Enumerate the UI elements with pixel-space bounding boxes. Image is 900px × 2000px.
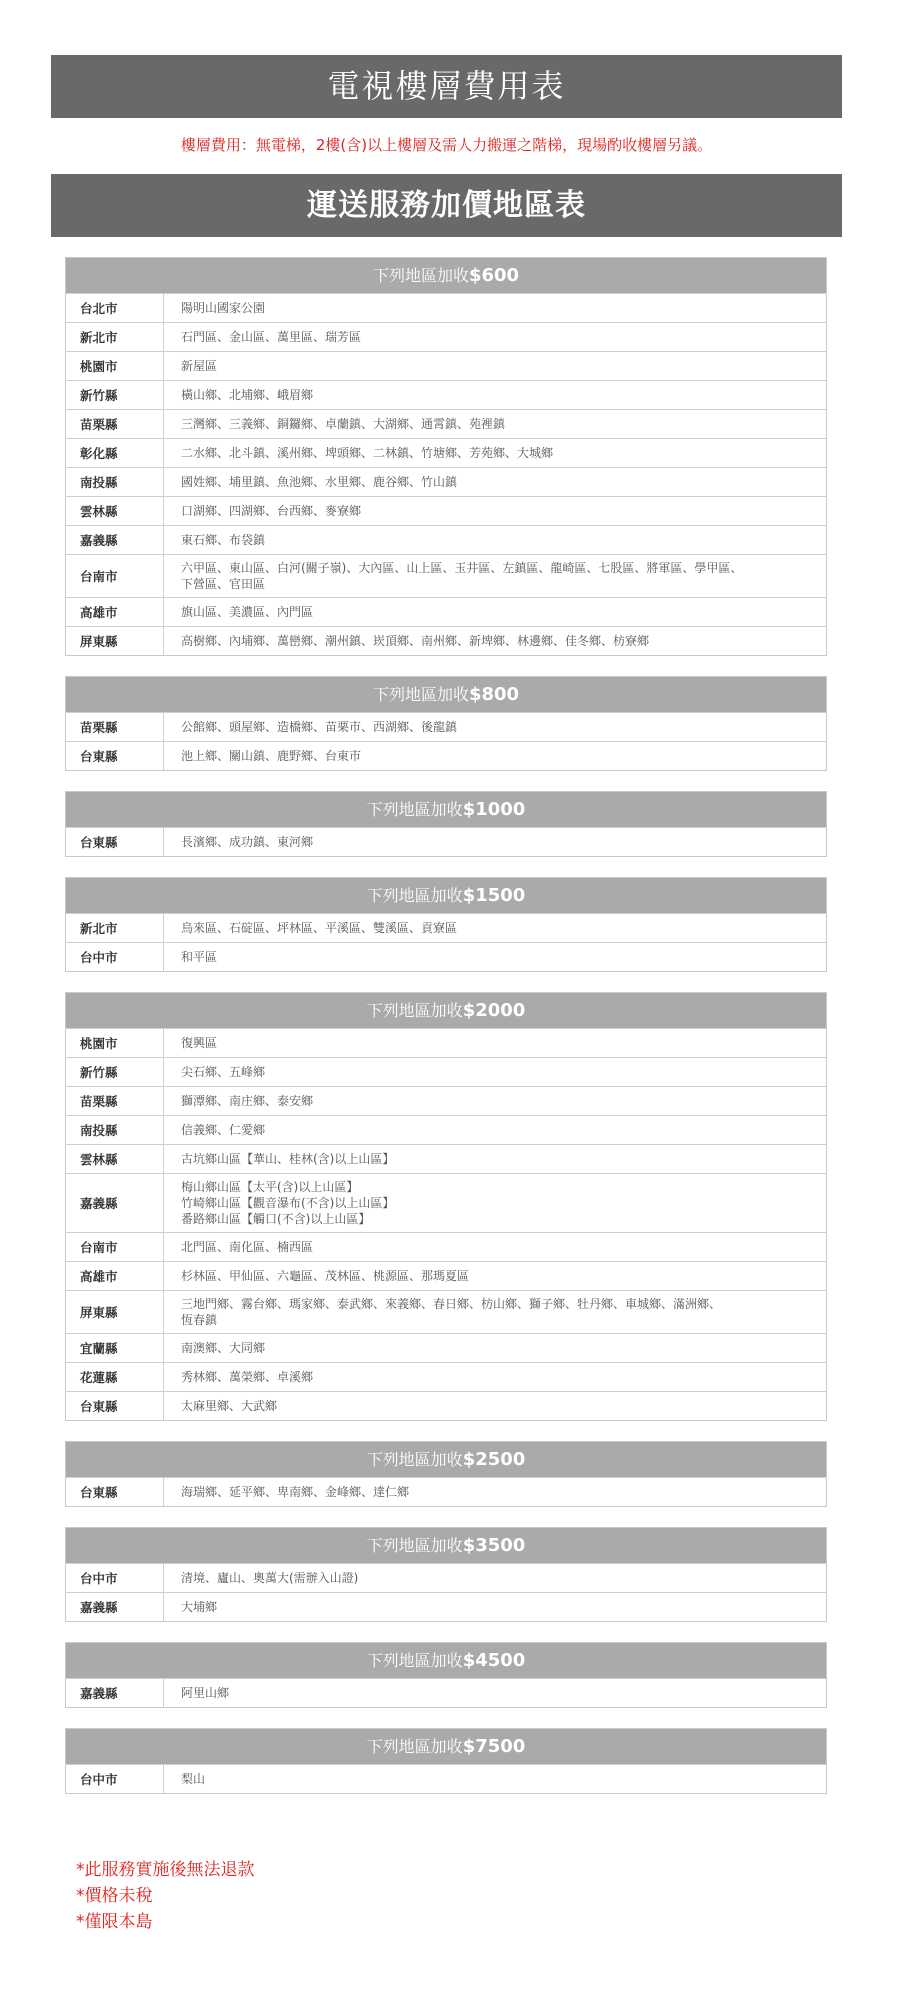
table-header-prefix: 下列地區加收 [366,800,463,819]
area-list: 獅潭鄉、南庄鄉、泰安鄉 [181,1094,314,1108]
areas-cell [164,914,826,942]
areas-cell [164,1765,826,1793]
county-name: 南投縣 [80,1123,118,1138]
areas-cell [164,1564,826,1592]
table-header-prefix: 下列地區加收 [366,1450,463,1469]
table-row [66,293,826,322]
table-header-prefix: 下列地區加收 [366,1001,463,1020]
table-header-prefix: 下列地區加收 [372,266,469,285]
area-list: 復興區 [181,1036,218,1050]
county-name: 雲林縣 [80,504,118,519]
table-header-amount: $2500 [462,1449,526,1470]
table-header-prefix: 下列地區加收 [366,886,463,905]
county-name: 新北市 [80,921,118,936]
county-cell [66,1291,164,1333]
county-name: 苗栗縣 [80,1094,118,1109]
areas-cell [164,1262,826,1290]
table-row [66,712,826,741]
table-row [66,1333,826,1362]
county-cell [66,914,164,942]
surcharge-table-header [66,792,826,827]
county-name: 新北市 [80,330,118,345]
surcharge-table-header [66,1729,826,1764]
county-name: 台中市 [80,1571,118,1586]
area-list: 大埔鄉 [181,1600,218,1614]
surcharge-table [65,1642,827,1708]
area-list: 杉林區、甲仙區、六龜區、茂林區、桃源區、那瑪夏區 [181,1269,470,1283]
county-cell [66,1679,164,1707]
county-name: 台南市 [80,569,118,584]
county-cell [66,526,164,554]
table-header-amount: $800 [468,684,520,705]
table-row [66,1261,826,1290]
area-list: 尖石鄉、五峰鄉 [181,1065,266,1079]
county-name: 苗栗縣 [80,720,118,735]
county-name: 宜蘭縣 [80,1341,118,1356]
table-row [66,1086,826,1115]
areas-cell [164,1478,826,1506]
table-header-prefix: 下列地區加收 [366,1536,463,1555]
county-cell [66,1058,164,1086]
areas-cell [164,713,826,741]
county-cell [66,1174,164,1232]
area-list: 和平區 [181,950,218,964]
table-row [66,1764,826,1793]
areas-cell [164,323,826,351]
area-list: 二水鄉、北斗鎮、溪州鄉、埤頭鄉、二林鎮、竹塘鄉、芳苑鄉、大城鄉 [181,446,554,460]
areas-cell [164,497,826,525]
county-name: 台東縣 [80,749,118,764]
table-row [66,1592,826,1621]
areas-cell [164,1291,826,1333]
county-name: 花蓮縣 [80,1370,118,1385]
table-row [66,1173,826,1232]
surcharge-table [65,791,827,857]
table-row [66,597,826,626]
area-list: 太麻里鄉、大武鄉 [181,1399,278,1413]
county-name: 嘉義縣 [80,533,118,548]
table-row [66,380,826,409]
area-list: 秀林鄉、萬榮鄉、卓溪鄉 [181,1370,314,1384]
areas-cell [164,294,826,322]
county-name: 台北市 [80,301,118,316]
county-cell [66,352,164,380]
county-name: 高雄市 [80,1269,118,1284]
county-cell [66,627,164,655]
surcharge-table [65,1441,827,1507]
areas-cell [164,352,826,380]
areas-cell [164,410,826,438]
surcharge-table [65,992,827,1421]
table-row [66,554,826,597]
table-row [66,1290,826,1333]
table-row [66,1057,826,1086]
table-header-amount: $1500 [462,885,526,906]
areas-cell [164,1116,826,1144]
table-row [66,1115,826,1144]
areas-cell [164,526,826,554]
table-row [66,913,826,942]
areas-cell [164,1679,826,1707]
county-cell [66,497,164,525]
areas-cell [164,627,826,655]
surcharge-tables [65,257,827,1814]
areas-cell [164,555,826,597]
county-name: 雲林縣 [80,1152,118,1167]
surcharge-table-header [66,1643,826,1678]
areas-cell [164,1233,826,1261]
county-name: 嘉義縣 [80,1600,118,1615]
county-cell [66,1116,164,1144]
county-name: 嘉義縣 [80,1686,118,1701]
table-row [66,626,826,655]
area-list: 烏來區、石碇區、坪林區、平溪區、雙溪區、貢寮區 [181,921,458,935]
area-list: 橫山鄉、北埔鄉、峨眉鄉 [181,388,314,402]
county-cell [66,294,164,322]
table-header-prefix: 下列地區加收 [372,685,469,704]
areas-cell [164,1334,826,1362]
surcharge-table-header [66,878,826,913]
table-row [66,496,826,525]
county-name: 桃園市 [80,359,118,374]
county-cell [66,468,164,496]
area-list: 南澳鄉、大同鄉 [181,1341,266,1355]
footnote-tax-excluded: *價格未稅 [76,1886,153,1906]
areas-cell [164,1363,826,1391]
page-title-banner [51,55,842,118]
areas-cell [164,1174,826,1232]
county-name: 台南市 [80,1240,118,1255]
county-name: 桃園市 [80,1036,118,1051]
area-list: 國姓鄉、埔里鎮、魚池鄉、水里鄉、鹿谷鄉、竹山鎮 [181,475,458,489]
surcharge-table [65,676,827,771]
area-list: 海瑞鄉、延平鄉、卑南鄉、金峰鄉、達仁鄉 [181,1485,410,1499]
county-cell [66,1564,164,1592]
surcharge-title-banner [51,174,842,237]
surcharge-table-header [66,1442,826,1477]
county-cell [66,1765,164,1793]
table-row [66,467,826,496]
table-row [66,1232,826,1261]
area-list: 信義鄉、仁愛鄉 [181,1123,266,1137]
surcharge-table [65,1527,827,1622]
area-list: 公館鄉、頭屋鄉、造橋鄉、苗栗市、西湖鄉、後龍鎮 [181,720,458,734]
areas-cell [164,943,826,971]
surcharge-table [65,1728,827,1794]
table-header-amount: $7500 [462,1736,526,1757]
area-list: 清境、廬山、奧萬大(需辦入山證) [181,1571,359,1585]
table-row [66,1477,826,1506]
county-cell [66,555,164,597]
county-cell [66,1233,164,1261]
areas-cell [164,468,826,496]
county-cell [66,1363,164,1391]
county-name: 南投縣 [80,475,118,490]
area-list: 六甲區、東山區、白河(關子嶺)、大內區、山上區、玉井區、左鎮區、龍崎區、七股區、將軍區、學甲區、 下營區、官田區 [181,561,743,591]
areas-cell [164,1145,826,1173]
table-row [66,942,826,971]
table-header-amount: $4500 [462,1650,526,1671]
county-cell [66,1392,164,1420]
county-cell [66,381,164,409]
page-title: 電視樓層費用表 [327,67,566,105]
table-header-amount: $600 [468,265,520,286]
area-list: 三灣鄉、三義鄉、銅鑼鄉、卓蘭鎮、大湖鄉、通霄鎮、苑裡鎮 [181,417,506,431]
area-list: 北門區、南化區、楠西區 [181,1240,314,1254]
surcharge-table-header [66,258,826,293]
county-cell [66,1593,164,1621]
area-list: 新屋區 [181,359,218,373]
footnotes [76,1857,255,1935]
county-cell [66,742,164,770]
area-list: 阿里山鄉 [181,1686,230,1700]
table-row [66,827,826,856]
areas-cell [164,1087,826,1115]
county-name: 台東縣 [80,835,118,850]
county-name: 台東縣 [80,1485,118,1500]
table-row [66,1678,826,1707]
county-cell [66,1145,164,1173]
county-name: 苗栗縣 [80,417,118,432]
county-cell [66,943,164,971]
county-cell [66,828,164,856]
areas-cell [164,742,826,770]
county-name: 屏東縣 [80,634,118,649]
table-header-prefix: 下列地區加收 [366,1651,463,1670]
county-cell [66,713,164,741]
county-cell [66,1478,164,1506]
table-row [66,1362,826,1391]
county-name: 彰化縣 [80,446,118,461]
county-cell [66,1087,164,1115]
surcharge-table-header [66,1528,826,1563]
table-row [66,1391,826,1420]
surcharge-table [65,257,827,656]
area-list: 梅山鄉山區【太平(含)以上山區】 竹崎鄉山區【觀音瀑布(不含)以上山區】 番路鄉山區【觸口(不含)以上山區】 [181,1180,395,1226]
footnote-no-refund: *此服務實施後無法退款 [76,1860,255,1880]
surcharge-table-header [66,677,826,712]
table-row [66,438,826,467]
area-list: 高樹鄉、內埔鄉、萬巒鄉、潮州鎮、崁頂鄉、南州鄉、新埤鄉、林邊鄉、佳冬鄉、枋寮鄉 [181,634,650,648]
table-row [66,351,826,380]
table-row [66,322,826,351]
floor-fee-note: 樓層費用：無電梯，2樓(含)以上樓層及需人力搬運之階梯，現場酌收樓層另議。 [180,136,713,154]
surcharge-title: 運送服務加價地區表 [307,188,586,223]
county-name: 嘉義縣 [80,1196,118,1211]
area-list: 石門區、金山區、萬里區、瑞芳區 [181,330,362,344]
area-list: 池上鄉、關山鎮、鹿野鄉、台東市 [181,749,362,763]
area-list: 東石鄉、布袋鎮 [181,533,266,547]
table-row [66,1144,826,1173]
county-name: 屏東縣 [80,1305,118,1320]
county-cell [66,1262,164,1290]
table-row [66,741,826,770]
county-name: 台中市 [80,1772,118,1787]
county-cell [66,410,164,438]
area-list: 梨山 [181,1772,206,1786]
areas-cell [164,1392,826,1420]
county-cell [66,1334,164,1362]
table-row [66,1028,826,1057]
areas-cell [164,598,826,626]
areas-cell [164,381,826,409]
county-cell [66,439,164,467]
county-name: 台東縣 [80,1399,118,1414]
county-name: 高雄市 [80,605,118,620]
table-header-prefix: 下列地區加收 [366,1737,463,1756]
areas-cell [164,1058,826,1086]
areas-cell [164,439,826,467]
areas-cell [164,1029,826,1057]
county-cell [66,598,164,626]
area-list: 旗山區、美濃區、內門區 [181,605,314,619]
surcharge-table-header [66,993,826,1028]
table-row [66,1563,826,1592]
footnote-main-island-only: *僅限本島 [76,1912,153,1932]
area-list: 陽明山國家公園 [181,301,266,315]
county-name: 新竹縣 [80,388,118,403]
county-name: 台中市 [80,950,118,965]
area-list: 長濱鄉、成功鎮、東河鄉 [181,835,314,849]
surcharge-table [65,877,827,972]
area-list: 三地門鄉、霧台鄉、瑪家鄉、泰武鄉、來義鄉、春日鄉、枋山鄉、獅子鄉、牡丹鄉、車城鄉、滿洲鄉、 恆春鎮 [181,1297,722,1327]
table-header-amount: $2000 [462,1000,526,1021]
area-list: 口湖鄉、四湖鄉、台西鄉、麥寮鄉 [181,504,362,518]
area-list: 古坑鄉山區【華山、桂林(含)以上山區】 [181,1152,395,1166]
county-cell [66,323,164,351]
table-header-amount: $3500 [462,1535,526,1556]
table-row [66,525,826,554]
areas-cell [164,1593,826,1621]
table-row [66,409,826,438]
table-header-amount: $1000 [462,799,526,820]
areas-cell [164,828,826,856]
county-cell [66,1029,164,1057]
county-name: 新竹縣 [80,1065,118,1080]
